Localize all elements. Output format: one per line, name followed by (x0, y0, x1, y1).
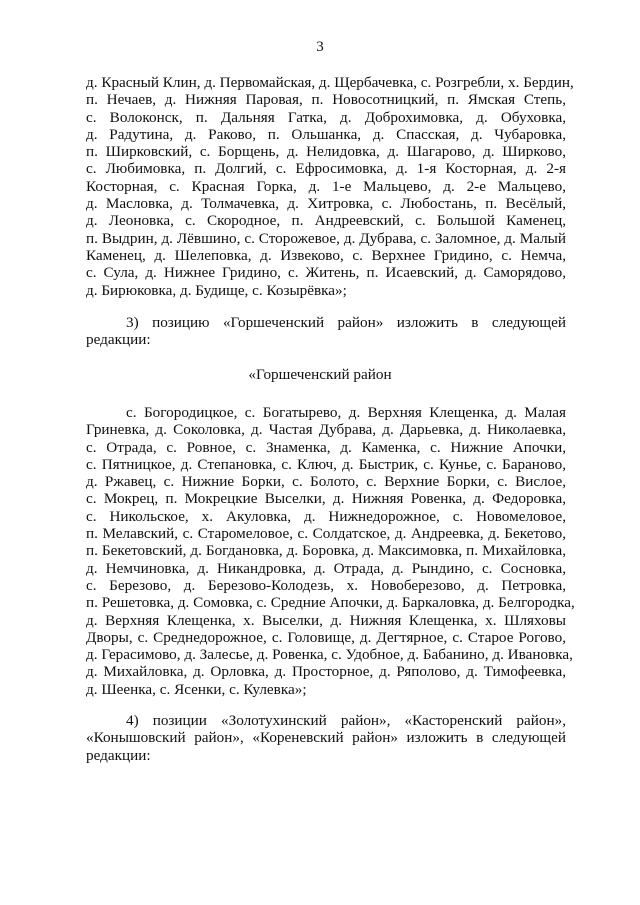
text-line: д. Красный Клин, д. Первомайская, д. Щербачевка, с. Розгребли, х. Бердин, (86, 74, 574, 91)
text-line: Каменец, д. Шелеповка, д. Извеково, с. Верхнее Гридино, с. Немча, (86, 246, 566, 264)
text-line: с. Сула, д. Нижнее Гридино, с. Житень, п. Исаевский, д. Саморядово, (86, 264, 566, 282)
text-line: п. Ширковский, с. Борщень, д. Нелидовка, д. Шагарово, д. Ширково, (86, 143, 566, 161)
text-line: с. Мокрец, п. Мокрецкие Выселки, д. Нижняя Ровенка, д. Федоровка, (86, 490, 566, 508)
text-line: д. Леоновка, с. Скородное, п. Андреевский, с. Большой Каменец, (86, 212, 566, 230)
text-line: Косторная, с. Красная Горка, д. 1-е Мальцево, д. 2-е Мальцево, (86, 177, 566, 195)
paragraph-villages-list-2 (86, 404, 575, 698)
text-line: с. Березово, д. Березово-Колодезь, х. Новоберезово, д. Петровка, (86, 576, 566, 594)
text-line: Дворы, с. Среднедорожное, с. Головище, д. Дегтярное, с. Старое Рогово, (86, 628, 566, 646)
text-line: п. Бекетовский, д. Богдановка, д. Боровка, д. Максимовка, п. Михайловка, (86, 542, 566, 560)
text-line: д. Немчиновка, д. Никандровка, д. Отрада, д. Рындино, с. Сосновка, (86, 559, 566, 577)
text-line: д. Бирюковка, д. Будище, с. Козырёвка»; (86, 281, 347, 299)
section-heading: «Горшеченский район (248, 366, 392, 383)
text-line: 4) позиции «Золотухинский район», «Касторенский район», (126, 712, 566, 729)
text-line: редакции: (86, 331, 151, 349)
text-line: с. Волоконск, п. Дальняя Гатка, д. Доброхимовка, д. Обуховка, (86, 108, 566, 126)
text-line: редакции: (86, 746, 151, 764)
text-line: д. Радутина, д. Раково, п. Ольшанка, д. Спасская, д. Чубаровка, (86, 125, 566, 143)
text-line: с. Отрада, с. Ровное, с. Знаменка, д. Каменка, с. Нижние Апочки, (86, 438, 566, 456)
text-line: д. Шеенка, с. Ясенки, с. Кулевка»; (86, 680, 307, 698)
text-line: д. Ржавец, с. Нижние Борки, с. Болото, с. Верхние Борки, с. Вислое, (86, 473, 566, 491)
text-line: п. Выдрин, д. Лёвшино, с. Сторожевое, д. Дубрава, с. Заломное, д. Малый (86, 229, 566, 247)
text-line: п. Нечаев, д. Нижняя Паровая, п. Новосотницкий, п. Ямская Степь, (86, 91, 566, 109)
text-line: д. Верхняя Клещенка, х. Выселки, д. Нижняя Клещенка, х. Шляховы (86, 611, 566, 629)
page-number: 3 (316, 39, 324, 55)
text-line: «Конышовский район», «Кореневский район» изложить в следующей (86, 729, 566, 747)
text-line: д. Михайловка, д. Орловка, д. Просторное, д. Ряполово, д. Тимофеевка, (86, 663, 566, 681)
paragraph-villages-list-1 (86, 74, 574, 299)
text-line: с. Никольское, х. Акуловка, д. Нижнедорожное, с. Новомеловое, (86, 507, 566, 525)
text-line: Гриневка, д. Соколовка, д. Частая Дубрава, д. Дарьевка, д. Николаевка, (86, 421, 566, 439)
text-line: п. Решетовка, д. Сомовка, с. Средние Апочки, д. Баркаловка, д. Белгородка, (86, 594, 575, 612)
text-line: п. Мелавский, с. Старомеловое, с. Солдатское, д. Андреевка, д. Бекетово, (86, 525, 566, 543)
text-line: д. Масловка, д. Толмачевка, д. Хитровка, с. Любостань, п. Весёлый, (86, 195, 566, 213)
text-line: с. Любимовка, п. Долгий, с. Ефросимовка, д. 1-я Косторная, д. 2-я (86, 160, 566, 178)
item-4-instruction (86, 712, 566, 764)
text-line: д. Герасимово, д. Залесье, д. Ровенка, с. Удобное, д. Бабанино, д. Ивановка, (86, 646, 573, 664)
text-line: с. Богородицкое, с. Богатырево, д. Верхняя Клещенка, д. Малая (126, 404, 566, 421)
item-3-instruction (86, 314, 566, 349)
text-line: с. Пятницкое, д. Степановка, с. Ключ, д. Быстрик, с. Кунье, с. Бараново, (86, 455, 566, 473)
text-line: 3) позицию «Горшеченский район» изложить в следующей (126, 314, 566, 331)
